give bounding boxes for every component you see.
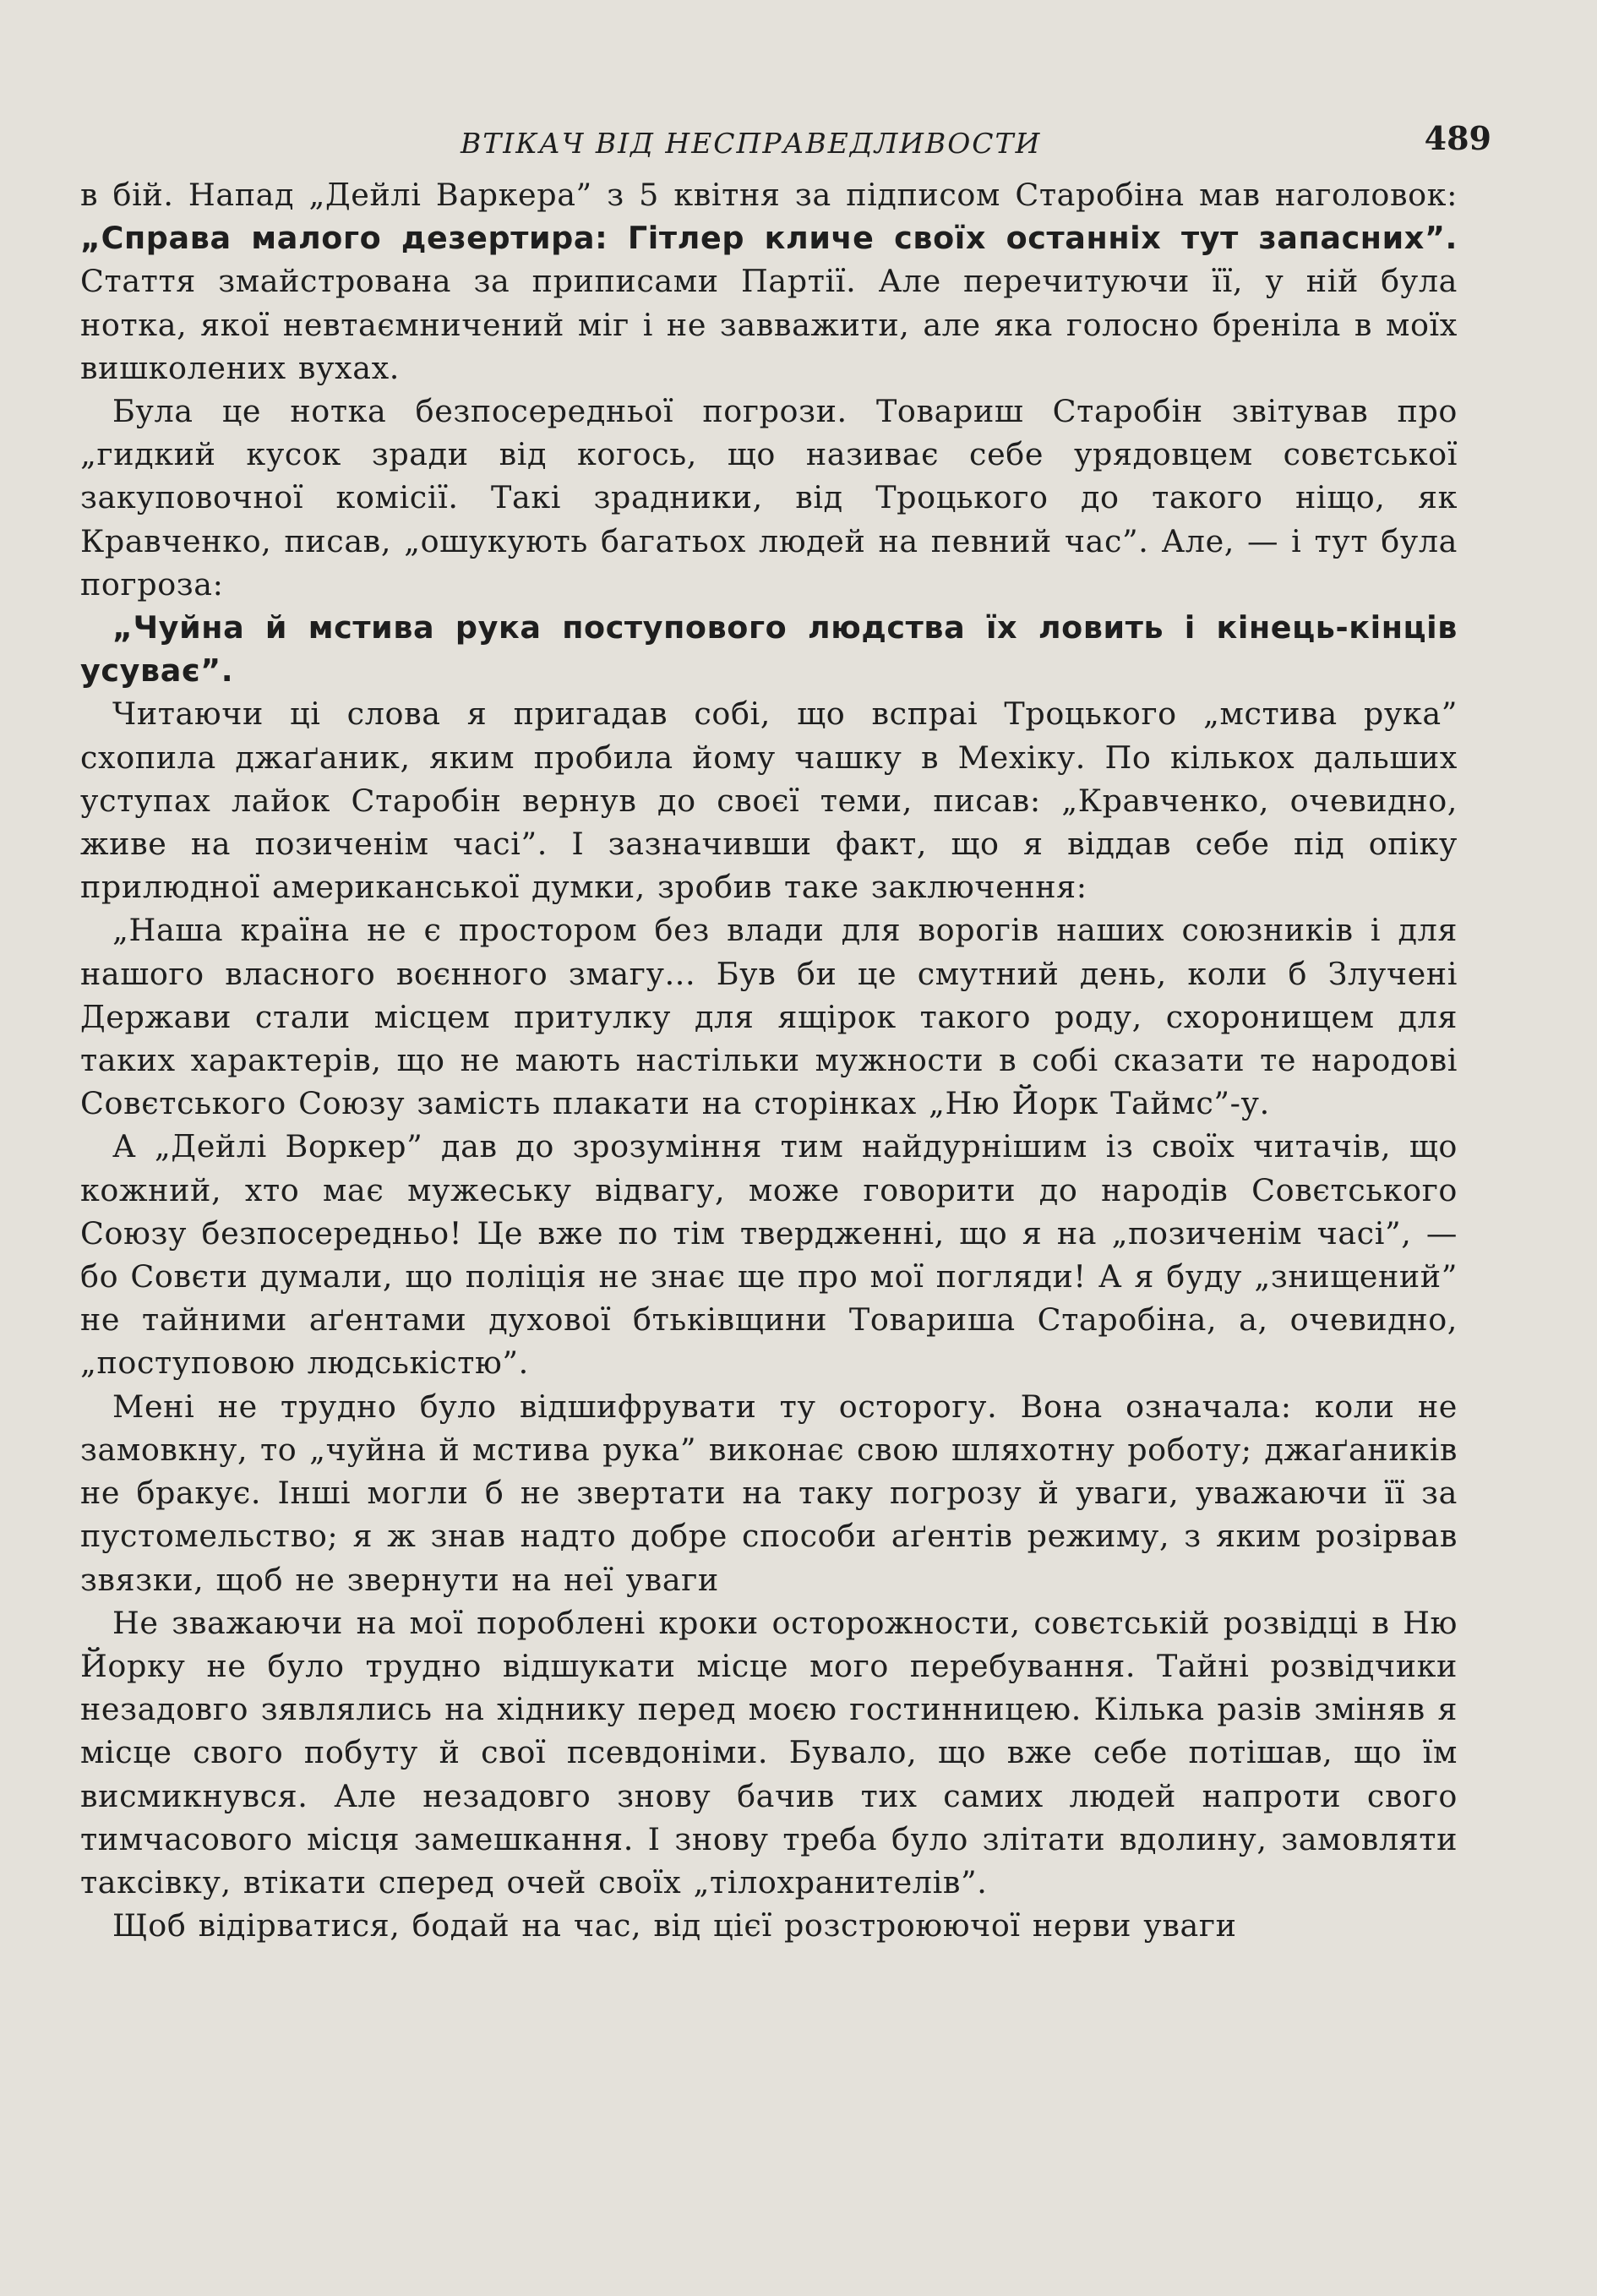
page-header: [80, 114, 1491, 173]
bold-headline-quote: „Справа малого дезертира: Гітлер кличе своїх останніх тут запасних”.: [80, 220, 1458, 257]
page-number: 489: [1424, 119, 1491, 157]
bold-threat-quote: „Чуйна й мстива рука поступового людства їх ловить і кінець-кінців усуває”.: [80, 609, 1458, 690]
paragraph-1-part-a: в бій. Напад „Дейлі Варкера” з 5 квітня за підписом Старобіна мав наголовок:: [80, 177, 1458, 213]
body-text: [80, 173, 1458, 1947]
paragraph-4: Читаючи ці слова я пригадав собі, що вспраі Троцького „мстива рука” схопила джаґаник, яким пробила йому чашку в Мехіку. По кількох дальших уступах лайок Старобін вернув до своєї теми, писав: „Кравченко, очевидно, живе на позиченім часі”. І зазначивши факт, що я віддав себе під опіку прилюдної американської думки, зробив таке заключення:: [80, 695, 1458, 906]
paragraph-2: Була це нотка безпосередньої погрози. Товариш Старобін звітував про „гидкий кусок зради від когось, що називає себе урядовцем совєтської закуповочної комісії. Такі зрадники, від Троцького до такого ніщо, як Кравченко, писав, „ошукують багатьох людей на певний час”. Але, — і тут була погроза:: [80, 393, 1458, 603]
paragraph-1-part-c: Стаття змайстрована за приписами Партії. Але перечитуючи її, у ній була нотка, якої невтаємничений міг і не завважити, але яка голосно бреніла в моїх вишколених вухах.: [80, 263, 1458, 386]
quoted-passage: „Наша країна не є простором без влади для ворогів наших союзників і для нашого власного воєнного змагу... Був би це смутний день, коли б Злучені Держави стали місцем притулку для ящірок такого роду, схоронищем для таких характерів, що не мають настільки мужности в собі сказати те народові Совєтського Союзу замість плакати на сторінках „Ню Йорк Таймс”-у.: [80, 912, 1458, 1122]
paragraph-1: [80, 173, 1458, 390]
paragraph-8: Не зважаючи на мої пороблені кроки осторожности, совєтській розвідці в Ню Йорку не було трудно відшукати місце мого перебування. Тайні розвідчики незадовго зявлялись на хіднику перед моєю гостинницею. Кілька разів зміняв я місце свого побуту й свої псевдоніми. Бувало, що вже себе потішав, що їм висмикнувся. Але незадовго знову бачив тих самих людей напроти свого тимчасового місця замешкання. І знову треба було злітати вдолину, замовляти таксівку, втікати сперед очей своїх „тілохранителів”.: [80, 1604, 1458, 1901]
running-title: ВТІКАЧ ВІД НЕСПРАВЕДЛИВОСТИ: [461, 127, 1042, 160]
paragraph-6: А „Дейлі Воркер” дав до зрозуміння тим найдурнішим із своїх читачів, що кожний, хто має мужеську відвагу, може говорити до народів Совєтського Союзу безпосередньо! Це вже по тім твердженні, що я на „позиченім часі”, — бо Совєти думали, що поліція не знає ще про мої погляди! А я буду „знищений” не тайними аґентами духової бтьківщини Товариша Старобіна, а, очевидно, „поступовою людськістю”.: [80, 1128, 1458, 1382]
paragraph-7: Мені не трудно було відшифрувати ту осторогу. Вона означала: коли не замовкну, то „чуйна й мстива рука” виконає свою шляхотну роботу; джаґаників не бракує. Інші могли б не звертати на таку погрозу й уваги, уважаючи її за пустомельство; я ж знав надто добре способи аґентів режиму, з яким розірвав звязки, щоб не звернути на неї уваги: [80, 1388, 1458, 1598]
paragraph-9: Щоб відірватися, бодай на час, від цієї розстроюючої нерви уваги: [112, 1907, 1237, 1944]
